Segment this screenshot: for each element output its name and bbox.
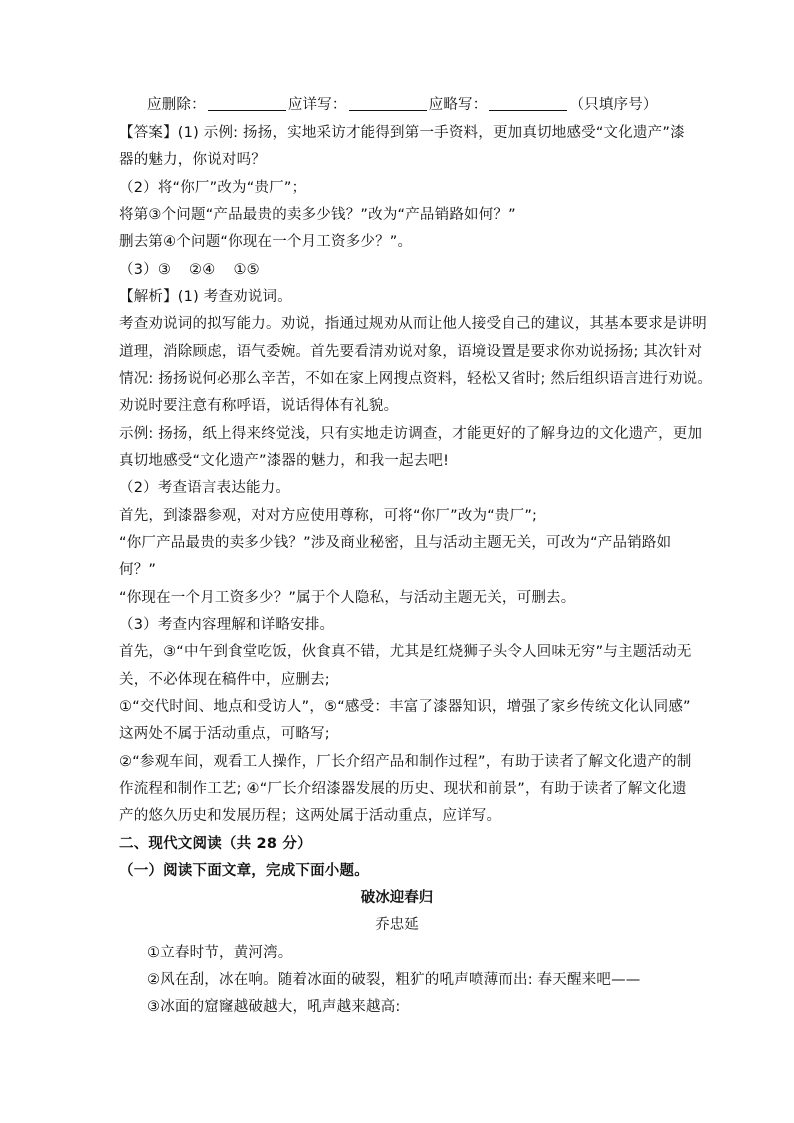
article-title: 破冰迎春归 [360,890,434,906]
analysis-line-20: 产的悠久历史和发展历程；这两处属于活动重点，应详写。 [119,808,502,824]
analysis-line-19: 作流程和制作工艺; ④“厂长介绍漆器发展的历史、现状和前景”，有助于读者了解文化遗 [119,781,687,797]
analysis-line-11: 何？” [119,562,157,578]
analysis-line-8: （2）考查语言表达能力。 [119,480,291,496]
article-author: 乔忠延 [375,917,419,933]
answer-3-delete: （3）③ [119,262,172,278]
analysis-line-17: 这两处不属于活动重点，可略写; [119,726,330,742]
brief-blank[interactable] [489,96,567,111]
analysis-line-12: “你现在一个月工资多少？”属于个人隐私，与活动主题无关，可删去。 [119,590,576,606]
section-heading: 二、现代文阅读（共 28 分） [119,836,312,852]
analysis-line-14: 首先，③“中午到食堂吃饭，伙食真不错，尤其是红烧狮子头令人回味无穷”与主题活动无 [119,644,692,660]
analysis-line-13: （3）考查内容理解和详略安排。 [119,617,335,633]
analysis-line-10: “你厂产品最贵的卖多少钱？”涉及商业秘密，且与活动主题无关，可改为“产品销路如 [119,535,672,551]
delete-blank[interactable] [208,96,286,111]
analysis-line-6: 示例: 扬扬，纸上得来终觉浅，只有实地走访调查，才能更好的了解身边的文化遗产，更加 [119,426,703,442]
answer-line-1: 【答案】(1) 示例: 扬扬，实地采访才能得到第一手资料，更加真切地感受“文化遗产”漆 [119,125,685,141]
analysis-line-2: 考查劝说词的拟写能力。劝说，指通过规劝从而让他人接受自己的建议，其基本要求是讲明 [119,316,707,332]
analysis-line-4: 情况: 扬扬说何必那么辛苦，不如在家上网搜点资料，轻松又省时; 然后组织语言进行劝说。 [119,371,713,387]
answer-line-5: 删去第④个问题“你现在一个月工资多少？”。 [119,234,413,250]
detail-label: 应详写： [287,97,347,113]
answer-line-6 [119,260,260,280]
fill-in-line [147,95,658,115]
brief-label: 应略写： [428,97,488,113]
fill-note: （只填序号） [569,97,658,113]
analysis-line-3: 道理，消除顾虑，语气委婉。首先要看清劝说对象，语境设置是要求你劝说扬扬; 其次针对 [119,344,703,360]
sub-heading: （一）阅读下面文章，完成下面小题。 [119,863,369,879]
analysis-line-18: ②“参观车间，观看工人操作，厂长介绍产品和制作过程”，有助于读者了解文化遗产的制 [119,754,692,770]
article-paragraph-2: ②风在刮，冰在响。随着冰面的破裂，粗犷的吼声喷薄而出: 春天醒来吧—— [147,972,641,988]
answer-3-brief: ①⑤ [233,262,260,278]
answer-line-2: 器的魅力，你说对吗？ [119,152,266,168]
analysis-line-15: 关，不必体现在稿件中，应删去; [119,672,330,688]
analysis-line-9: 首先，到漆器参观，对对方应使用尊称，可将“你厂”改为“贵厂”; [119,508,538,524]
answer-line-3: （2）将“你厂”改为“贵厂”； [119,180,307,196]
article-paragraph-3: ③冰面的窟窿越破越大，吼声越来越高: [147,999,401,1015]
analysis-line-1: 【解析】(1) 考查劝说词。 [119,289,292,305]
delete-label: 应删除： [147,97,206,113]
article-paragraph-1: ①立春时节，黄河湾。 [147,945,293,961]
analysis-line-16: ①“交代时间、地点和受访人”，⑤“感受：丰富了漆器知识，增强了家乡传统文化认同感” [119,699,691,715]
answer-3-detail: ②④ [189,262,216,278]
answer-line-4: 将第③个问题“产品最贵的卖多少钱？”改为“产品销路如何？” [119,207,516,223]
analysis-line-5: 劝说时要注意有称呼语，说话得体有礼貌。 [119,398,399,414]
analysis-line-7: 真切地感受“文化遗产”漆器的魅力，和我一起去吧! [119,453,450,469]
detail-blank[interactable] [349,96,427,111]
